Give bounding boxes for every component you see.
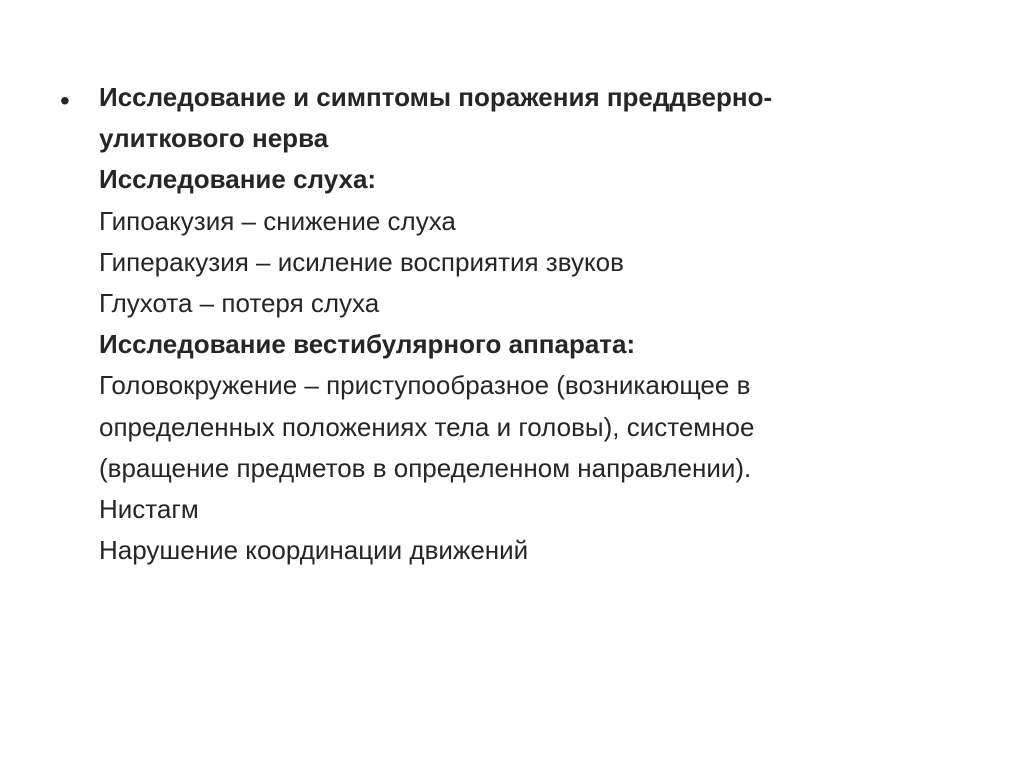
text-line-hypoacusis: Гипоакузия – снижение слуха — [99, 205, 456, 236]
bullet-marker: • — [60, 85, 70, 116]
text-line-vertigo-1: Головокружение – приступообразное (возникающее в — [99, 370, 751, 401]
text-line-vertigo-2: определенных положениях тела и головы), системное — [99, 411, 755, 442]
text-line-nystagmus: Нистагм — [99, 494, 199, 525]
heading-title-line-2: улиткового нерва — [99, 123, 329, 154]
section-heading-vestibular: Исследование вестибулярного аппарата: — [99, 329, 636, 360]
text-line-deafness: Глухота – потеря слуха — [99, 288, 380, 319]
slide-body — [99, 77, 979, 571]
section-heading-hearing: Исследование слуха: — [99, 164, 377, 195]
text-line-vertigo-3: (вращение предметов в определенном направлении). — [99, 452, 752, 483]
heading-title-line-1: Исследование и симптомы поражения преддверно- — [99, 82, 773, 112]
text-line-coordination: Нарушение координации движений — [99, 535, 529, 566]
text-line-hyperacusis: Гиперакузия – исиление восприятия звуков — [99, 246, 624, 277]
